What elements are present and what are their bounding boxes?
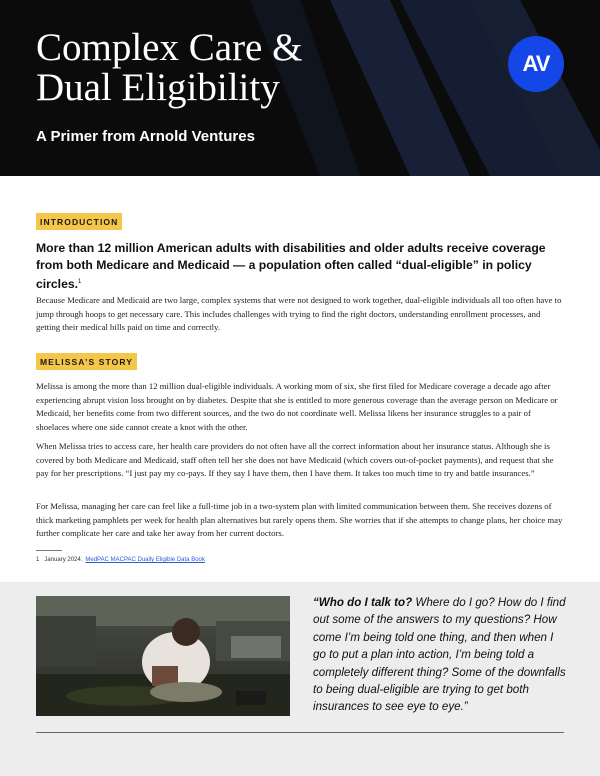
intro-lead-text: More than 12 million American adults with disabilities and older adults receive coverage from both Medicare and Medicaid — a population often called “dual-eligible” in policy circles.: [36, 241, 546, 292]
story-tag: MELISSA’S STORY: [36, 353, 137, 370]
intro-lead-paragraph: [36, 240, 564, 293]
quote-body: Where do I go? How do I find out some of the answers to my questions? How come I’m being told one thing, and then when I go to put a plan into action, I’m being told a completely different thing? Some of the downfalls to being dual-eligible are trying to get both insurances to see eye to eye.”: [313, 596, 566, 714]
story-paragraph-1: Melissa is among the more than 12 million dual-eligible individuals. A working mom of six, she first filed for Medicare coverage a decade ago after experiencing abrupt vision loss brought on by diabetes. Despite that she is entitled to more generous coverage than the average person on Medicare or Medicaid, her benefits come from two different sources, and the two do not coordinate well. Melissa likens her insurance struggles to a pair of shoelaces where one side cannot create a knot with the other.: [36, 381, 558, 432]
logo-text: AV: [522, 51, 550, 76]
intro-body-paragraph: Because Medicare and Medicaid are two large, complex systems that were not designed to work together, dual-eligible individuals all too often have to jump through hoops to get necessary care. This includes challenges with trying to find the right doctors, understanding enrollment processes, and getting their medical bills paid on time and correctly.: [36, 295, 562, 333]
title-line-1: Complex Care &: [36, 26, 303, 69]
introduction-tag: INTRODUCTION: [36, 213, 122, 230]
page-subtitle: A Primer from Arnold Ventures: [36, 128, 255, 145]
photo-illustration: [36, 596, 290, 716]
quote-lead: “Who do I talk to?: [313, 596, 413, 609]
story-paragraph-3: For Melissa, managing her care can feel like a full-time job in a two-system plan with limited communication between them. She receives dozens of thick marketing pamphlets per week for health plan alternatives but rarely opens them. She worries that if she attempts to change plans, her choice may further complicate her care and take her away from her current doctors.: [36, 501, 563, 539]
av-logo: [508, 36, 564, 92]
story-paragraph-2: When Melissa tries to access care, her health care providers do not often have all the correct information about her insurance status. Although she is covered by both Medicare and Medicaid, staff often tell her she does not have Medicaid (which covers out-of-pocket payments), and request that she pay for her prescriptions. “I just pay my co-pays. If they say I have them, then I have them. It takes too much time to try and battle insurances.”: [36, 441, 554, 479]
footnote-divider: [36, 550, 62, 551]
footnote-marker: 1: [78, 279, 82, 285]
pull-quote: [313, 594, 567, 716]
page-title: [36, 28, 416, 108]
title-line-2: Dual Eligibility: [36, 66, 280, 109]
photo-melissa: [36, 596, 290, 716]
header-banner: [0, 0, 600, 176]
footnote: [36, 557, 205, 563]
footnote-date: January 2024.: [44, 557, 83, 563]
bottom-divider: [36, 732, 564, 733]
footnote-link[interactable]: MedPAC MACPAC Dually Eligible Data Book: [85, 557, 205, 563]
footnote-number: 1: [36, 557, 40, 563]
